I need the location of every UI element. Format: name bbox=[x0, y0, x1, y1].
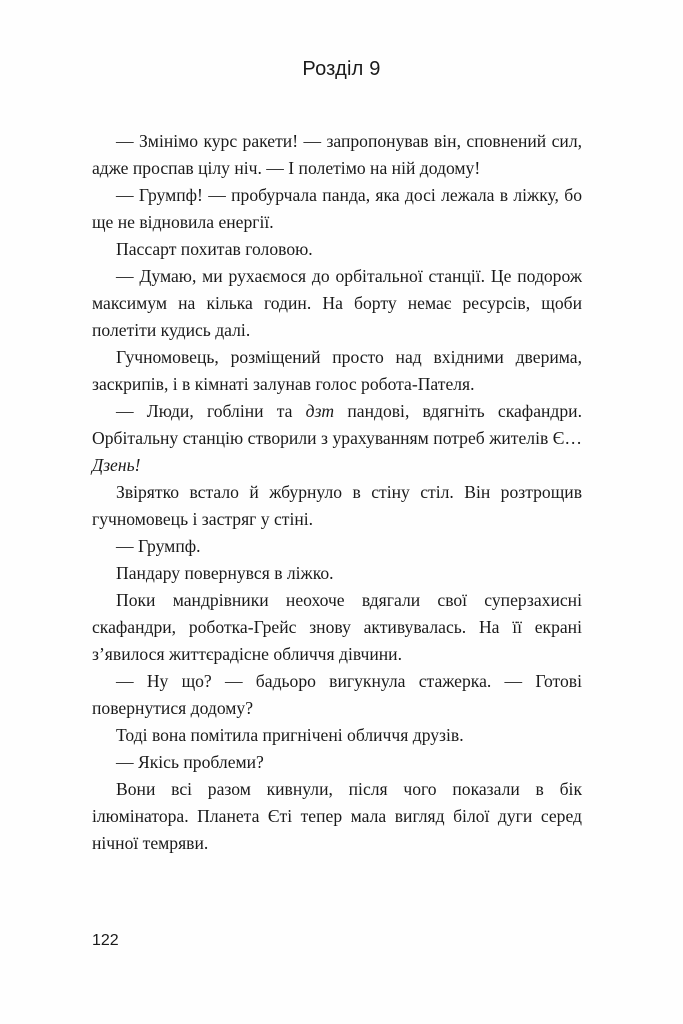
paragraph bbox=[92, 722, 582, 749]
paragraph bbox=[92, 344, 582, 398]
body-text bbox=[92, 128, 582, 857]
text-segment: — Грумпф! — пробурчала панда, яка досі лежала в ліжку, бо ще не відновила енергії. bbox=[92, 185, 582, 232]
text-segment: — Ну що? — бадьоро вигукнула стажерка. — Готові повернутися додому? bbox=[92, 671, 582, 718]
text-segment: — Люди, гобліни та bbox=[116, 401, 306, 421]
paragraph bbox=[92, 560, 582, 587]
text-segment: — Якісь проблеми? bbox=[116, 752, 264, 772]
paragraph bbox=[92, 533, 582, 560]
italic-text: Дзень! bbox=[92, 455, 141, 475]
italic-text: дзт bbox=[305, 401, 335, 421]
text-segment: — Думаю, ми рухаємося до орбітальної станції. Це подорож максимум на кілька годин. На борту немає ресурсів, щоби полетіти кудись далі. bbox=[92, 266, 582, 340]
page-number: 122 bbox=[92, 932, 119, 949]
text-segment: — Грумпф. bbox=[116, 536, 201, 556]
text-segment: Пассарт похитав головою. bbox=[116, 239, 313, 259]
text-segment: пандові, вдягніть скафандри. Орбітальну станцію створили з урахуванням потреб жителів Є… bbox=[92, 401, 582, 448]
text-segment: Пандару повернувся в ліжко. bbox=[116, 563, 334, 583]
text-segment: — Змінімо курс ракети! — запропонував він, сповнений сил, адже проспав цілу ніч. — І полетімо на ній додому! bbox=[92, 131, 582, 178]
paragraph bbox=[92, 263, 582, 344]
text-segment: Звірятко встало й жбурнуло в стіну стіл. Він розтрощив гучномовець і застряг у стіні. bbox=[92, 482, 582, 529]
paragraph bbox=[92, 749, 582, 776]
paragraph bbox=[92, 587, 582, 668]
paragraph bbox=[92, 236, 582, 263]
text-segment: Тоді вона помітила пригнічені обличчя друзів. bbox=[116, 725, 464, 745]
paragraph bbox=[92, 398, 582, 479]
paragraph bbox=[92, 128, 582, 182]
paragraph bbox=[92, 182, 582, 236]
paragraph bbox=[92, 776, 582, 857]
text-segment: Поки мандрівники неохоче вдягали свої суперзахисні скафандри, роботка-Грейс знову активувалась. На її екрані з’явилося життєрадісне обличчя дівчини. bbox=[92, 590, 582, 664]
text-segment: Гучномовець, розміщений просто над вхідними дверима, заскрипів, і в кімнаті залунав голос робота-Пателя. bbox=[92, 347, 582, 394]
paragraph bbox=[92, 479, 582, 533]
paragraph bbox=[92, 668, 582, 722]
chapter-title: Розділ 9 bbox=[302, 58, 381, 80]
text-segment: Вони всі разом кивнули, після чого показали в бік ілюмінатора. Планета Єті тепер мала вигляд білої дуги серед нічної темряви. bbox=[92, 779, 582, 853]
